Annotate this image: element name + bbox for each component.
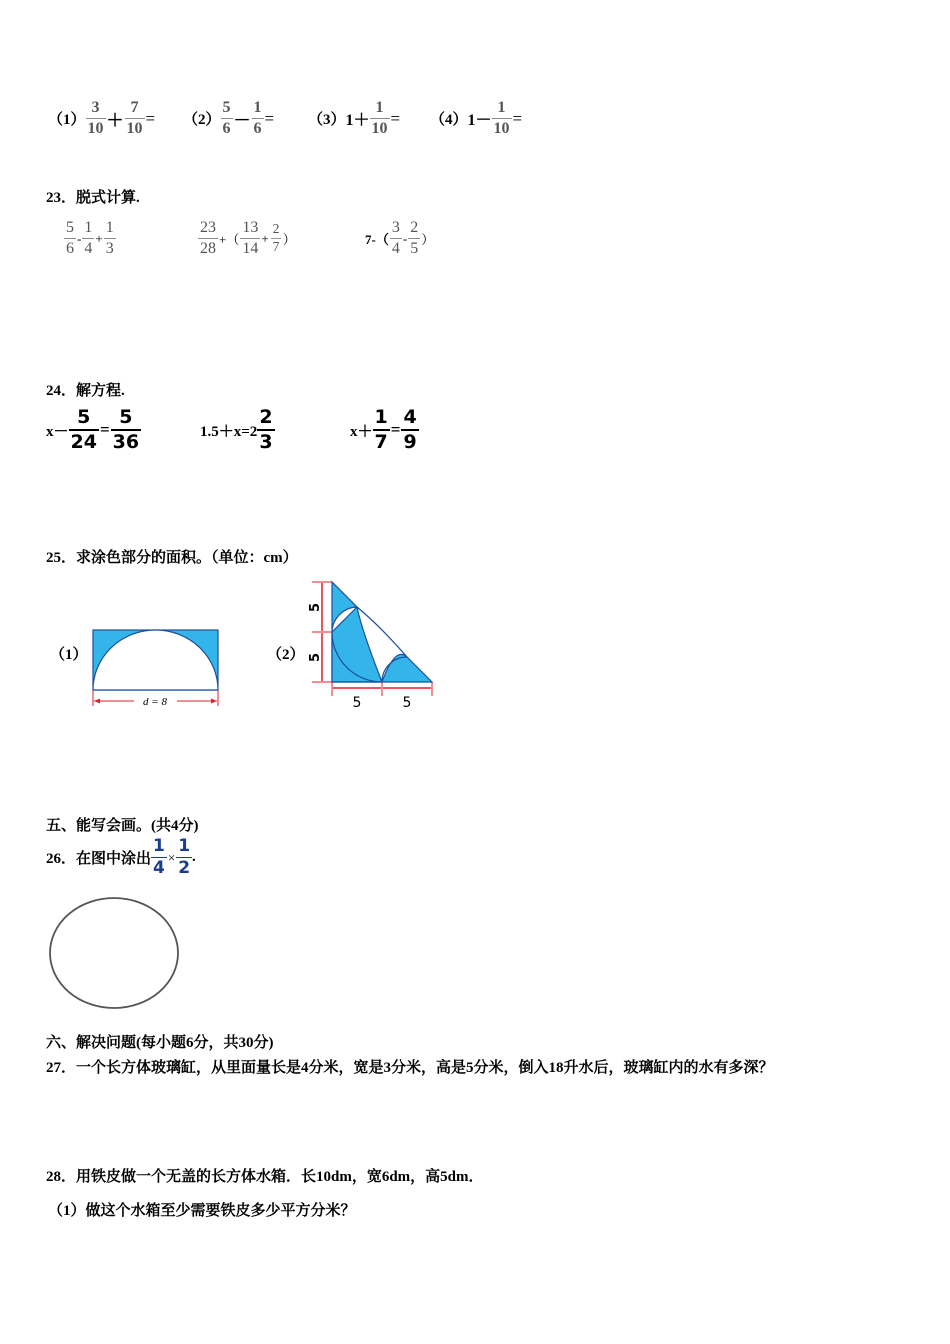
fraction: $\frac{1}{3}$ xyxy=(105,219,114,257)
q24-equation-3: x＋ $\frac{1}{7}$ = $\frac{4}{9}$ xyxy=(350,406,417,453)
dim-label-d: d = 8 xyxy=(143,696,167,708)
fraction: $\frac{1}{6}$ xyxy=(253,99,262,137)
q22-item-3: （3） 1＋ $\frac{1}{10}$ = xyxy=(308,99,401,137)
dim-label-v-bottom: 5 xyxy=(308,652,323,662)
figure-2-label: （2） xyxy=(267,647,305,663)
dim-label-h-right: 5 xyxy=(402,695,412,710)
fraction: $\frac{2}{7}$ xyxy=(272,221,280,255)
q27-question: 27．一个长方体玻璃缸，从里面量长是4分米，宽是3分米，高是5分米，倒入18升水后，玻璃缸内的水有多深？ xyxy=(46,1060,774,1076)
q23-title: 23．脱式计算. xyxy=(46,190,140,206)
fraction: $\frac{1}{10}$ xyxy=(371,99,388,137)
q23-expr-3: 7-（ $\frac{3}{4}$ - $\frac{2}{5}$ ） xyxy=(365,219,435,257)
dim-label-h-left: 5 xyxy=(352,695,362,710)
dim-arrow-left xyxy=(94,699,100,704)
figure-1-rect-semicircle xyxy=(86,624,226,710)
fraction: $\frac{2}{3}$ xyxy=(259,406,273,453)
section-6-title: 六、解决问题(每小题6分，共30分) xyxy=(46,1035,274,1051)
q25-title: 25．求涂色部分的面积。（单位：cm） xyxy=(46,550,298,566)
q23-expr-1: $\frac{5}{6}$ - $\frac{1}{4}$ + $\frac{1}{3}$ xyxy=(66,219,114,257)
q28-question: 28．用铁皮做一个无盖的长方体水箱．长10dm，宽6dm，高5dm． xyxy=(46,1169,484,1185)
dim-arrow-right xyxy=(211,699,217,704)
fraction: $\frac{13}{14}$ xyxy=(242,219,259,257)
q22-item-1: （1） $\frac{3}{10}$ ＋ $\frac{7}{10}$ = xyxy=(48,99,156,137)
fraction: $\frac{1}{4}$ xyxy=(84,219,93,257)
fraction: $\frac{1}{7}$ xyxy=(374,406,388,453)
figure-1-label: （1） xyxy=(50,647,88,663)
fraction: $\frac{3}{4}$ xyxy=(391,219,400,257)
fraction: $\frac{2}{5}$ xyxy=(410,219,419,257)
dim-label-v-top: 5 xyxy=(308,602,323,612)
section-5-title: 五、能写会画。(共4分) xyxy=(46,818,199,834)
fraction: $\frac{5}{36}$ xyxy=(112,406,140,453)
q24-title: 24．解方程. xyxy=(46,383,125,399)
fraction: $\frac{23}{28}$ xyxy=(200,219,216,257)
fraction: $\frac{5}{6}$ xyxy=(66,219,74,257)
fraction: $\frac{1}{2}$ xyxy=(178,836,191,878)
fraction: $\frac{7}{10}$ xyxy=(126,99,143,137)
figure-2-triangle-quarter-circles xyxy=(300,576,440,710)
fraction: $\frac{5}{24}$ xyxy=(70,406,97,453)
q22-item-4: （4） 1－ $\frac{1}{10}$ = xyxy=(430,99,523,137)
circle-drawing-area[interactable] xyxy=(46,895,184,1013)
fraction: $\frac{5}{6}$ xyxy=(222,99,231,137)
q26-question: 26．在图中涂出 $\frac{1}{4}$ × $\frac{1}{2}$ . xyxy=(46,836,196,878)
fraction: $\frac{4}{9}$ xyxy=(403,406,417,453)
q22-item-2: （2） $\frac{5}{6}$ － $\frac{1}{6}$ = xyxy=(183,99,275,137)
q24-equation-1: x－ $\frac{5}{24}$ = $\frac{5}{36}$ xyxy=(46,406,140,453)
fraction: $\frac{1}{10}$ xyxy=(493,99,510,137)
fraction: $\frac{1}{4}$ xyxy=(153,836,165,878)
q28-subquestion-1: （1）做这个水箱至少需要铁皮多少平方分米？ xyxy=(48,1203,356,1219)
circle-outline xyxy=(50,898,178,1008)
fraction: $\frac{3}{10}$ xyxy=(87,99,104,137)
q23-expr-2: $\frac{23}{28}$ +（ $\frac{13}{14}$ + $\frac{2}{7}$ ） xyxy=(200,219,296,257)
q24-equation-2: 1.5＋x=2 $\frac{2}{3}$ xyxy=(200,406,273,453)
